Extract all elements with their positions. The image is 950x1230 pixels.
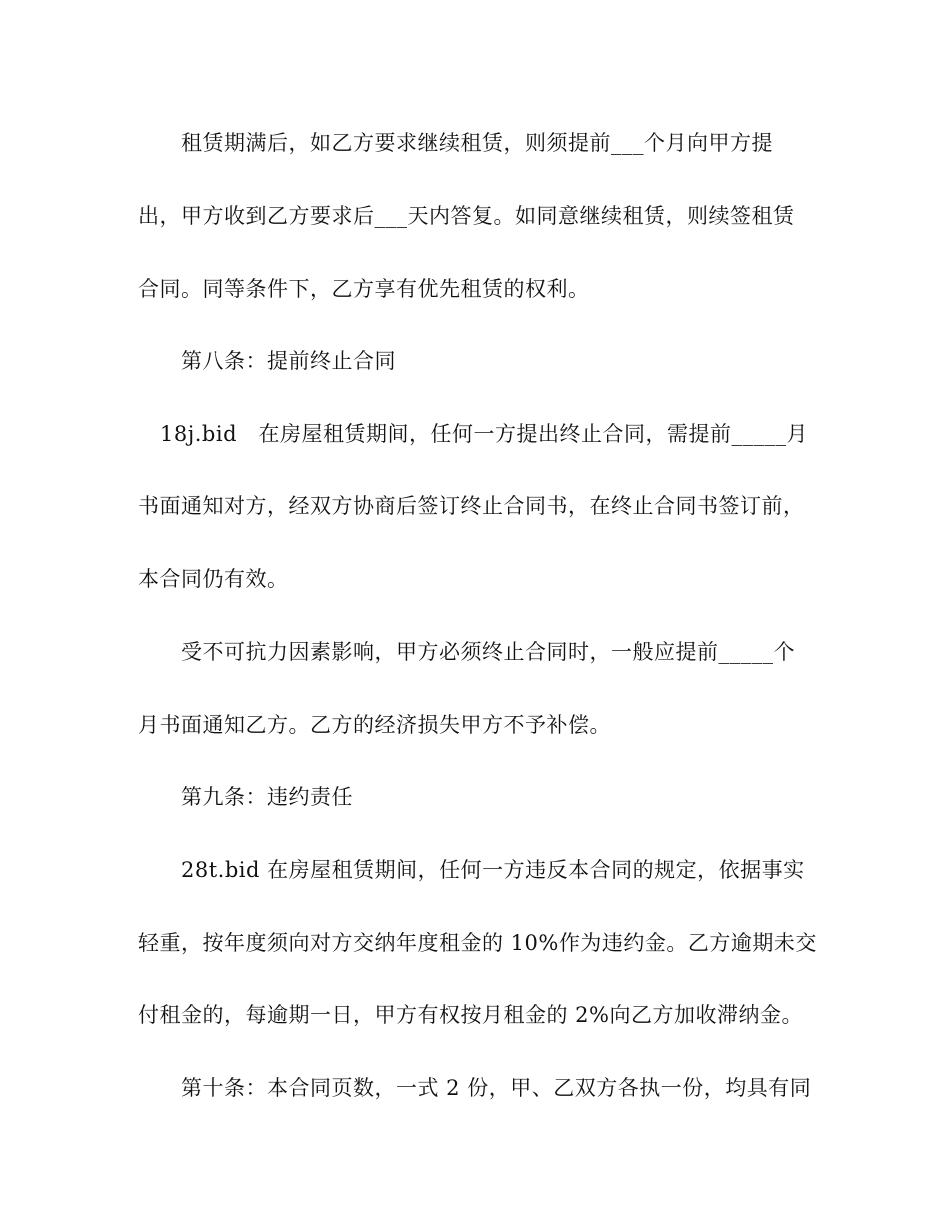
article-8-heading: 第八条：提前终止合同 [181,349,396,373]
paragraph-line-renewal-3: 合同。同等条件下，乙方享有优先租赁的权利。 [138,277,590,301]
paragraph-line-renewal-2: 出，甲方收到乙方要求后___天内答复。如同意继续租赁，则续签租赁 [138,204,795,228]
article-10-line: 第十条：本合同页数，一式 2 份，甲、乙双方各执一份，均具有同 [181,1076,812,1100]
paragraph-line-termination-3: 本合同仍有效。 [138,567,289,591]
paragraph-line-termination-2: 书面通知对方，经双方协商后签订终止合同书，在终止合同书签订前， [138,494,805,518]
paragraph-line-liability-2: 轻重，按年度须向对方交纳年度租金的 10%作为违约金。乙方逾期未交 [138,931,817,955]
paragraph-line-liability-3: 付租金的，每逾期一日，甲方有权按月租金的 2%向乙方加收滞纳金。 [138,1003,803,1027]
article-9-heading: 第九条：违约责任 [181,785,353,809]
paragraph-line-liability-1: 28t.bid 在房屋租赁期间，任何一方违反本合同的规定，依据事实 [181,858,805,882]
paragraph-line-renewal-1: 租赁期满后，如乙方要求继续租赁，则须提前___个月向甲方提 [181,131,773,155]
paragraph-line-force-majeure-1: 受不可抗力因素影响，甲方必须终止合同时，一般应提前_____个 [181,640,795,664]
paragraph-line-force-majeure-2: 月书面通知乙方。乙方的经济损失甲方不予补偿。 [138,713,611,737]
paragraph-line-termination-1: 18j.bid 在房屋租赁期间，任何一方提出终止合同，需提前_____月 [160,422,809,446]
